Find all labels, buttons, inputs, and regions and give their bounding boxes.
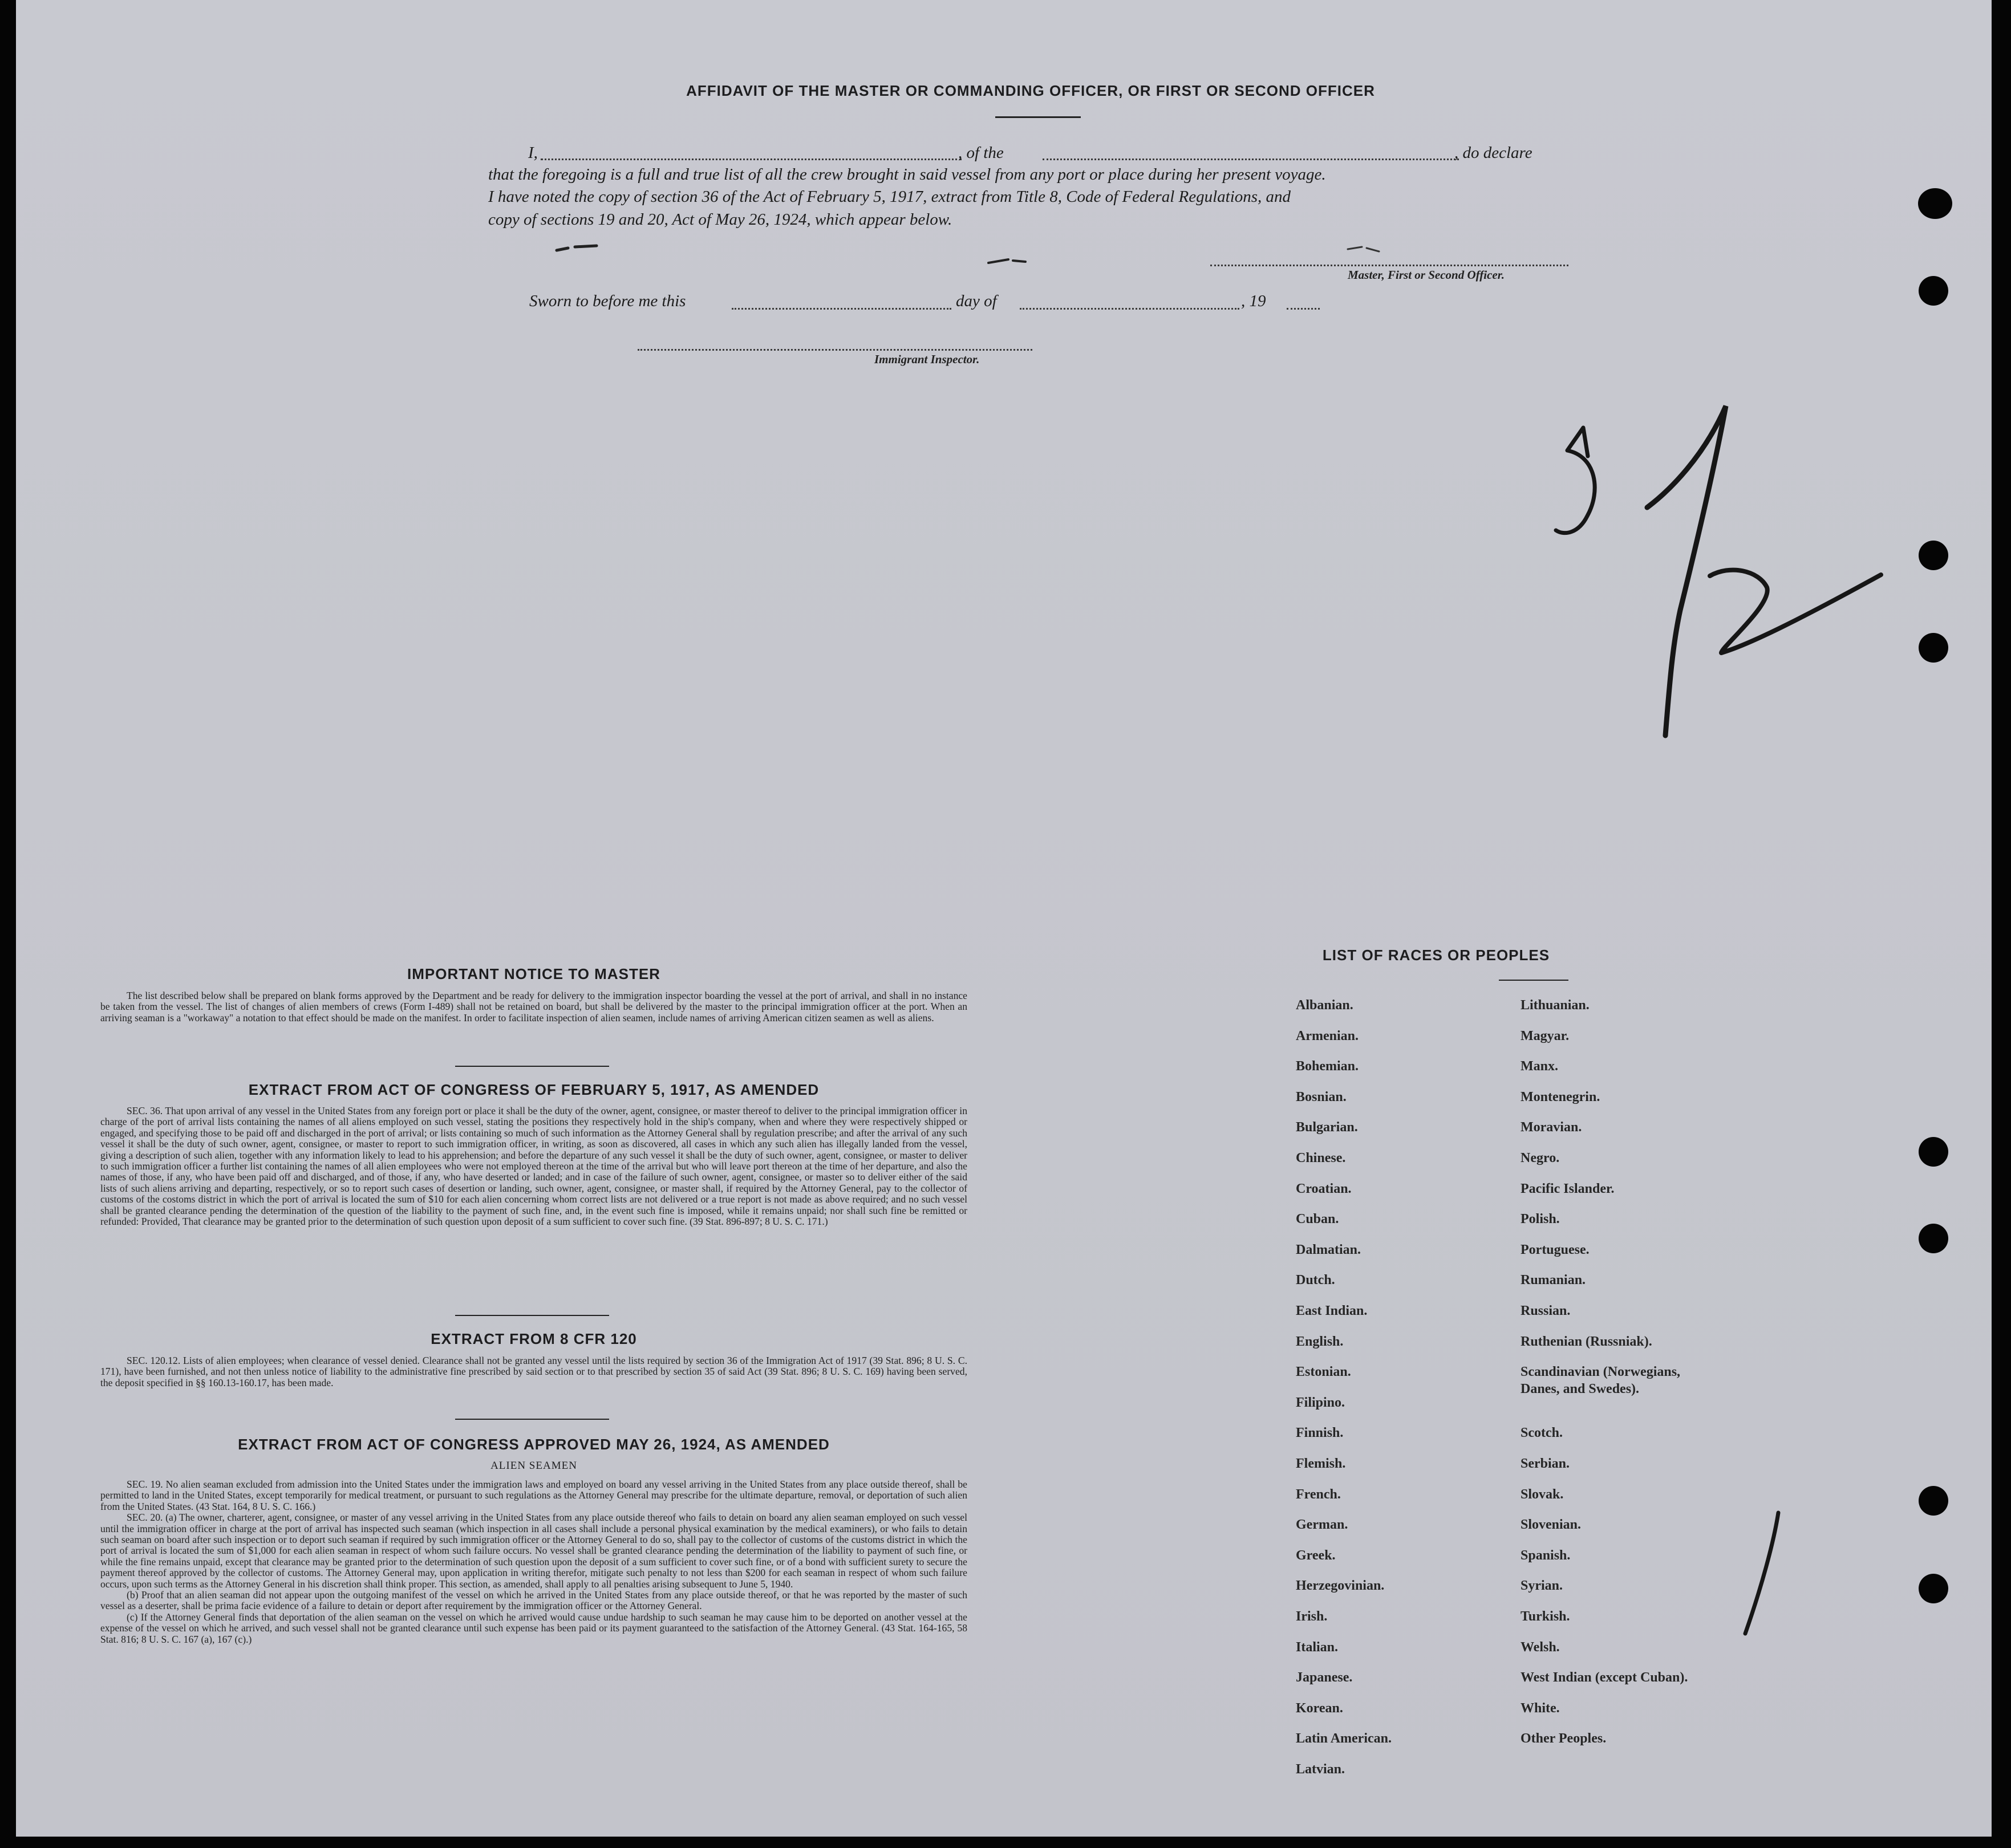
race-item: Welsh. bbox=[1521, 1640, 1560, 1655]
race-item: Dutch. bbox=[1296, 1273, 1335, 1287]
race-item: Montenegrin. bbox=[1521, 1090, 1600, 1104]
race-item: Greek. bbox=[1296, 1548, 1336, 1563]
punch-hole bbox=[1919, 1486, 1948, 1516]
divider bbox=[455, 1315, 609, 1316]
section-20b: (b) Proof that an alien seaman did not appear upon the outgoing manifest of the vessel on which he arrived in the United States from any place outside thereof, or that he was reported by the master of such vessel as a deserter, shall be prima facie evidence of a failure to detain or deport after requirement by the immigration officer or the Attorney General. bbox=[100, 1589, 967, 1612]
race-item: Latin American. bbox=[1296, 1731, 1392, 1746]
sworn-day-field bbox=[732, 308, 951, 310]
affidavit-title: AFFIDAVIT OF THE MASTER OR COMMANDING OFFICER, OR FIRST OR SECOND OFFICER bbox=[686, 82, 1375, 99]
race-item: Scandinavian (Norwegians, Danes, and Swedes). bbox=[1521, 1364, 1681, 1396]
race-item: Bohemian. bbox=[1296, 1059, 1359, 1074]
race-item: Other Peoples. bbox=[1521, 1731, 1607, 1746]
race-item: Polish. bbox=[1521, 1212, 1560, 1226]
race-item: Lithuanian. bbox=[1521, 998, 1590, 1013]
declarant-name-field bbox=[541, 159, 962, 160]
punch-hole bbox=[1919, 633, 1948, 663]
race-item: Finnish. bbox=[1296, 1425, 1344, 1440]
race-item: Russian. bbox=[1521, 1303, 1571, 1318]
alien-seamen-subtitle: ALIEN SEAMEN bbox=[490, 1460, 577, 1472]
race-item: White. bbox=[1521, 1701, 1560, 1716]
inspector-signature-line bbox=[638, 349, 1032, 351]
divider bbox=[1499, 980, 1568, 981]
race-item: Scotch. bbox=[1521, 1425, 1563, 1440]
extract-cfr-title: EXTRACT FROM 8 CFR 120 bbox=[431, 1330, 637, 1347]
race-item: East Indian. bbox=[1296, 1303, 1368, 1318]
notice-text: The list described below shall be prepared on blank forms approved by the Department and be ready for delivery to the immigration inspector boarding the vessel at the port of arrival, and shall in no instance be taken from the vessel. The list of changes of alien members of crews (Form I-489) shall not be retained on board, but shall be delivered by the master to the principal immigration officer at the port. When an arriving seaman is a "workaway" a notation to that effect should be made on the manifest. In order to facilitate inspection of alien seamen, include names of arriving American citizen seamen as well as aliens. bbox=[100, 990, 967, 1023]
race-item: Bosnian. bbox=[1296, 1090, 1347, 1104]
vessel-label: , of the bbox=[958, 144, 1004, 162]
race-item: Latvian. bbox=[1296, 1762, 1345, 1777]
race-item: West Indian (except Cuban). bbox=[1521, 1670, 1688, 1685]
master-caption: Master, First or Second Officer. bbox=[1348, 268, 1505, 282]
inspector-caption: Immigrant Inspector. bbox=[874, 352, 980, 366]
sworn-year-label: , 19 bbox=[1241, 292, 1266, 310]
races-title: LIST OF RACES OR PEOPLES bbox=[1322, 947, 1550, 964]
race-item: Herzegovinian. bbox=[1296, 1578, 1385, 1593]
race-item: Croatian. bbox=[1296, 1181, 1352, 1196]
race-item: Albanian. bbox=[1296, 998, 1353, 1013]
race-item: Chinese. bbox=[1296, 1151, 1346, 1165]
race-item: Moravian. bbox=[1521, 1120, 1582, 1135]
race-item: Ruthenian (Russniak). bbox=[1521, 1334, 1652, 1349]
section-20c: (c) If the Attorney General finds that deportation of the alien seaman on the vessel on which he arrived would cause undue hardship to such seaman he may cause him to be deported on another vessel at the expense of the vessel on which he arrived, and such vessel shall not be granted clearance until such expense has been paid or its payment guaranteed to the satisfaction of the Attorney General. (43 Stat. 164-165, 58 Stat. 816; 8 U. S. C. 167 (a), 167 (c).) bbox=[100, 1611, 967, 1645]
race-item: Cuban. bbox=[1296, 1212, 1339, 1226]
section-19: SEC. 19. No alien seaman excluded from admission into the United States under the immigration laws and employed on board any vessel arriving in the United States from any place outside thereof, shall be permitted to land in the United States, except temporarily for medical treatment, or pursuant to such regulations as the Attorney General may prescribe for the ultimate departure, removal, or deportation of such alien from the United States. (43 Stat. 164, 8 U. S. C. 166.) bbox=[100, 1479, 967, 1512]
race-item: Slovak. bbox=[1521, 1487, 1564, 1502]
extract-1924-title: EXTRACT FROM ACT OF CONGRESS APPROVED MAY 26, 1924, AS AMENDED bbox=[238, 1436, 830, 1453]
sworn-day-of-label: day of bbox=[956, 292, 997, 310]
extract-cfr-text: SEC. 120.12. Lists of alien employees; when clearance of vessel denied. Clearance shall not be granted any vessel until the lists required by section 36 of the Immigration Act of 1917 (39 Stat. 896; 8 U. S. C. 171), have been furnished, and not then unless notice of liability to the administrative fine prescribed by said section or to that prescribed by section 35 of said Act (39 Stat. 896; 8 U. S. C. 169) having been served, the deposit specified in §§ 160.13-160.17, has been made. bbox=[100, 1355, 967, 1388]
declaration-line-2: that the foregoing is a full and true list of all the crew brought in said vessel from any port or place during her present voyage. bbox=[488, 165, 1326, 184]
extract-1924-text bbox=[100, 1479, 967, 1645]
race-item: Rumanian. bbox=[1521, 1273, 1586, 1287]
pen-marks bbox=[552, 242, 1390, 271]
race-item: English. bbox=[1296, 1334, 1344, 1349]
section-20a: SEC. 20. (a) The owner, charterer, agent, consignee, or master of any vessel arriving in the United States from any place outside thereof who fails to detain on board any alien seaman employed on such vessel until the immigration officer in charge at the port of arrival has inspected such seaman (which inspection in all cases shall include a personal physical examination by the medical examiners), or who fails to detain such seaman on board after such inspection or to deport such seaman if required by such immigration officer or the Attorney General to do so, shall pay to the collector of customs of the customs district in which the port of arrival is located the sum of $1,000 for each alien seaman in respect of whom such failure occurs. No vessel shall be granted clearance pending the determination of the liability to payment of such fine, or while the fine remains unpaid, except that clearance may be granted prior to the determination of such question upon the deposit of a sum sufficient to cover such fine, or of a bond with sufficient surety to secure the payment thereof approved by the collector of customs. The Attorney General may, upon application in writing therefor, mitigate such penalty to not less than $200 for each seaman in respect of whom such failure occurs, upon such terms as the Attorney General in his discretion shall think proper. This section, as amended, shall apply to all penalties arising subsequent to June 5, 1940. bbox=[100, 1512, 967, 1590]
punch-hole bbox=[1919, 541, 1948, 570]
divider bbox=[455, 1419, 609, 1420]
race-item: Turkish. bbox=[1521, 1609, 1570, 1624]
vessel-name-field bbox=[1043, 159, 1459, 160]
notice-title: IMPORTANT NOTICE TO MASTER bbox=[407, 965, 660, 982]
race-item: Slovenian. bbox=[1521, 1517, 1582, 1532]
sworn-label: Sworn to before me this bbox=[529, 292, 686, 310]
race-item: Magyar. bbox=[1521, 1029, 1570, 1043]
race-item: Serbian. bbox=[1521, 1456, 1570, 1471]
declaration-line-3: I have noted the copy of section 36 of the Act of February 5, 1917, extract from Title 8, Code of Federal Regulations, and bbox=[488, 188, 1291, 206]
race-item: German. bbox=[1296, 1517, 1348, 1532]
race-item: Manx. bbox=[1521, 1059, 1558, 1074]
punch-hole bbox=[1918, 188, 1952, 219]
declare-label: , do declare bbox=[1454, 144, 1532, 162]
document-page bbox=[16, 0, 1992, 1837]
declaration-line-4: copy of sections 19 and 20, Act of May 26, 1924, which appear below. bbox=[488, 210, 952, 229]
race-item: Pacific Islander. bbox=[1521, 1181, 1615, 1196]
handwritten-number bbox=[1533, 393, 1898, 747]
race-item: Irish. bbox=[1296, 1609, 1328, 1624]
race-item: Japanese. bbox=[1296, 1670, 1353, 1685]
race-item: Dalmatian. bbox=[1296, 1242, 1361, 1257]
punch-hole bbox=[1919, 1137, 1948, 1167]
handwritten-mark bbox=[1738, 1508, 1790, 1639]
race-item: Estonian. bbox=[1296, 1364, 1351, 1379]
race-item: French. bbox=[1296, 1487, 1341, 1502]
race-item: Filipino. bbox=[1296, 1395, 1345, 1410]
race-item: Italian. bbox=[1296, 1640, 1339, 1655]
extract-1917-title: EXTRACT FROM ACT OF CONGRESS OF FEBRUARY 5, 1917, AS AMENDED bbox=[248, 1081, 820, 1098]
race-item: Armenian. bbox=[1296, 1029, 1359, 1043]
extract-1917-text: SEC. 36. That upon arrival of any vessel in the United States from any foreign port or place it shall be the duty of the owner, agent, consignee, or master thereof to deliver to the principal immigration officer in charge of the port of arrival lists containing the names of all aliens employed on such vessel, stating the positions they respectively hold in the ship's company, when and where they were respectively shipped or engaged, and specifying those to be paid off and discharged in the port of arrival; or lists containing so much of such information as the Attorney General shall by regulation prescribe; and after the arrival of any such vessel it shall be the duty of such owner, agent, consignee, or master to report to such immigration officer, in writing, as soon as discovered, all cases in which any such alien has illegally landed from the vessel, giving a description of such alien, together with any information likely to lead to his apprehension; and before the departure of any such vessel it shall be the duty of such owner, agent, consignee, or master to deliver to such immigration officer a further list containing the names of all alien employees who were not employed thereon at the time of the arrival but who will leave port thereon at the time of her departure, and also the names of those, if any, who have been paid off and discharged, and of those, if any, who have deserted or landed; and in case of the failure of such owner, agent, consignee, or master so to deliver either of the said lists of such aliens arriving and departing, respectively, or so to report such cases of desertion or landing, such owner, agent, consignee, or master shall, if required by the Attorney General, pay to the collector of customs of the costoms district in which the port of arrival is located the sum of $10 for each alien concerning whom correct lists are not delivered or a true report is not made as above required; and no such vessel shall be granted clearance pending the determination of the question of the liability to the payment of such fine, and, in the event such fine is imposed, while it remains unpaid; nor shall such fine be remitted or refunded: Provided, That clearance may be granted prior to the determination of such question upon deposit of a sum sufficient to cover such fine. (39 Stat. 896-897; 8 U. S. C. 171.) bbox=[100, 1105, 967, 1228]
sworn-month-field bbox=[1020, 308, 1239, 310]
race-item: Syrian. bbox=[1521, 1578, 1563, 1593]
race-item: Negro. bbox=[1521, 1151, 1560, 1165]
punch-hole bbox=[1919, 276, 1948, 306]
race-item: Korean. bbox=[1296, 1701, 1343, 1716]
punch-hole bbox=[1919, 1574, 1948, 1603]
punch-hole bbox=[1919, 1224, 1948, 1253]
divider bbox=[455, 1066, 609, 1067]
sworn-year-field bbox=[1287, 308, 1320, 310]
race-item: Spanish. bbox=[1521, 1548, 1571, 1563]
race-item: Bulgarian. bbox=[1296, 1120, 1358, 1135]
title-rule bbox=[995, 116, 1081, 118]
race-item: Flemish. bbox=[1296, 1456, 1346, 1471]
race-item: Portuguese. bbox=[1521, 1242, 1590, 1257]
declarant-label: I, bbox=[528, 144, 538, 162]
